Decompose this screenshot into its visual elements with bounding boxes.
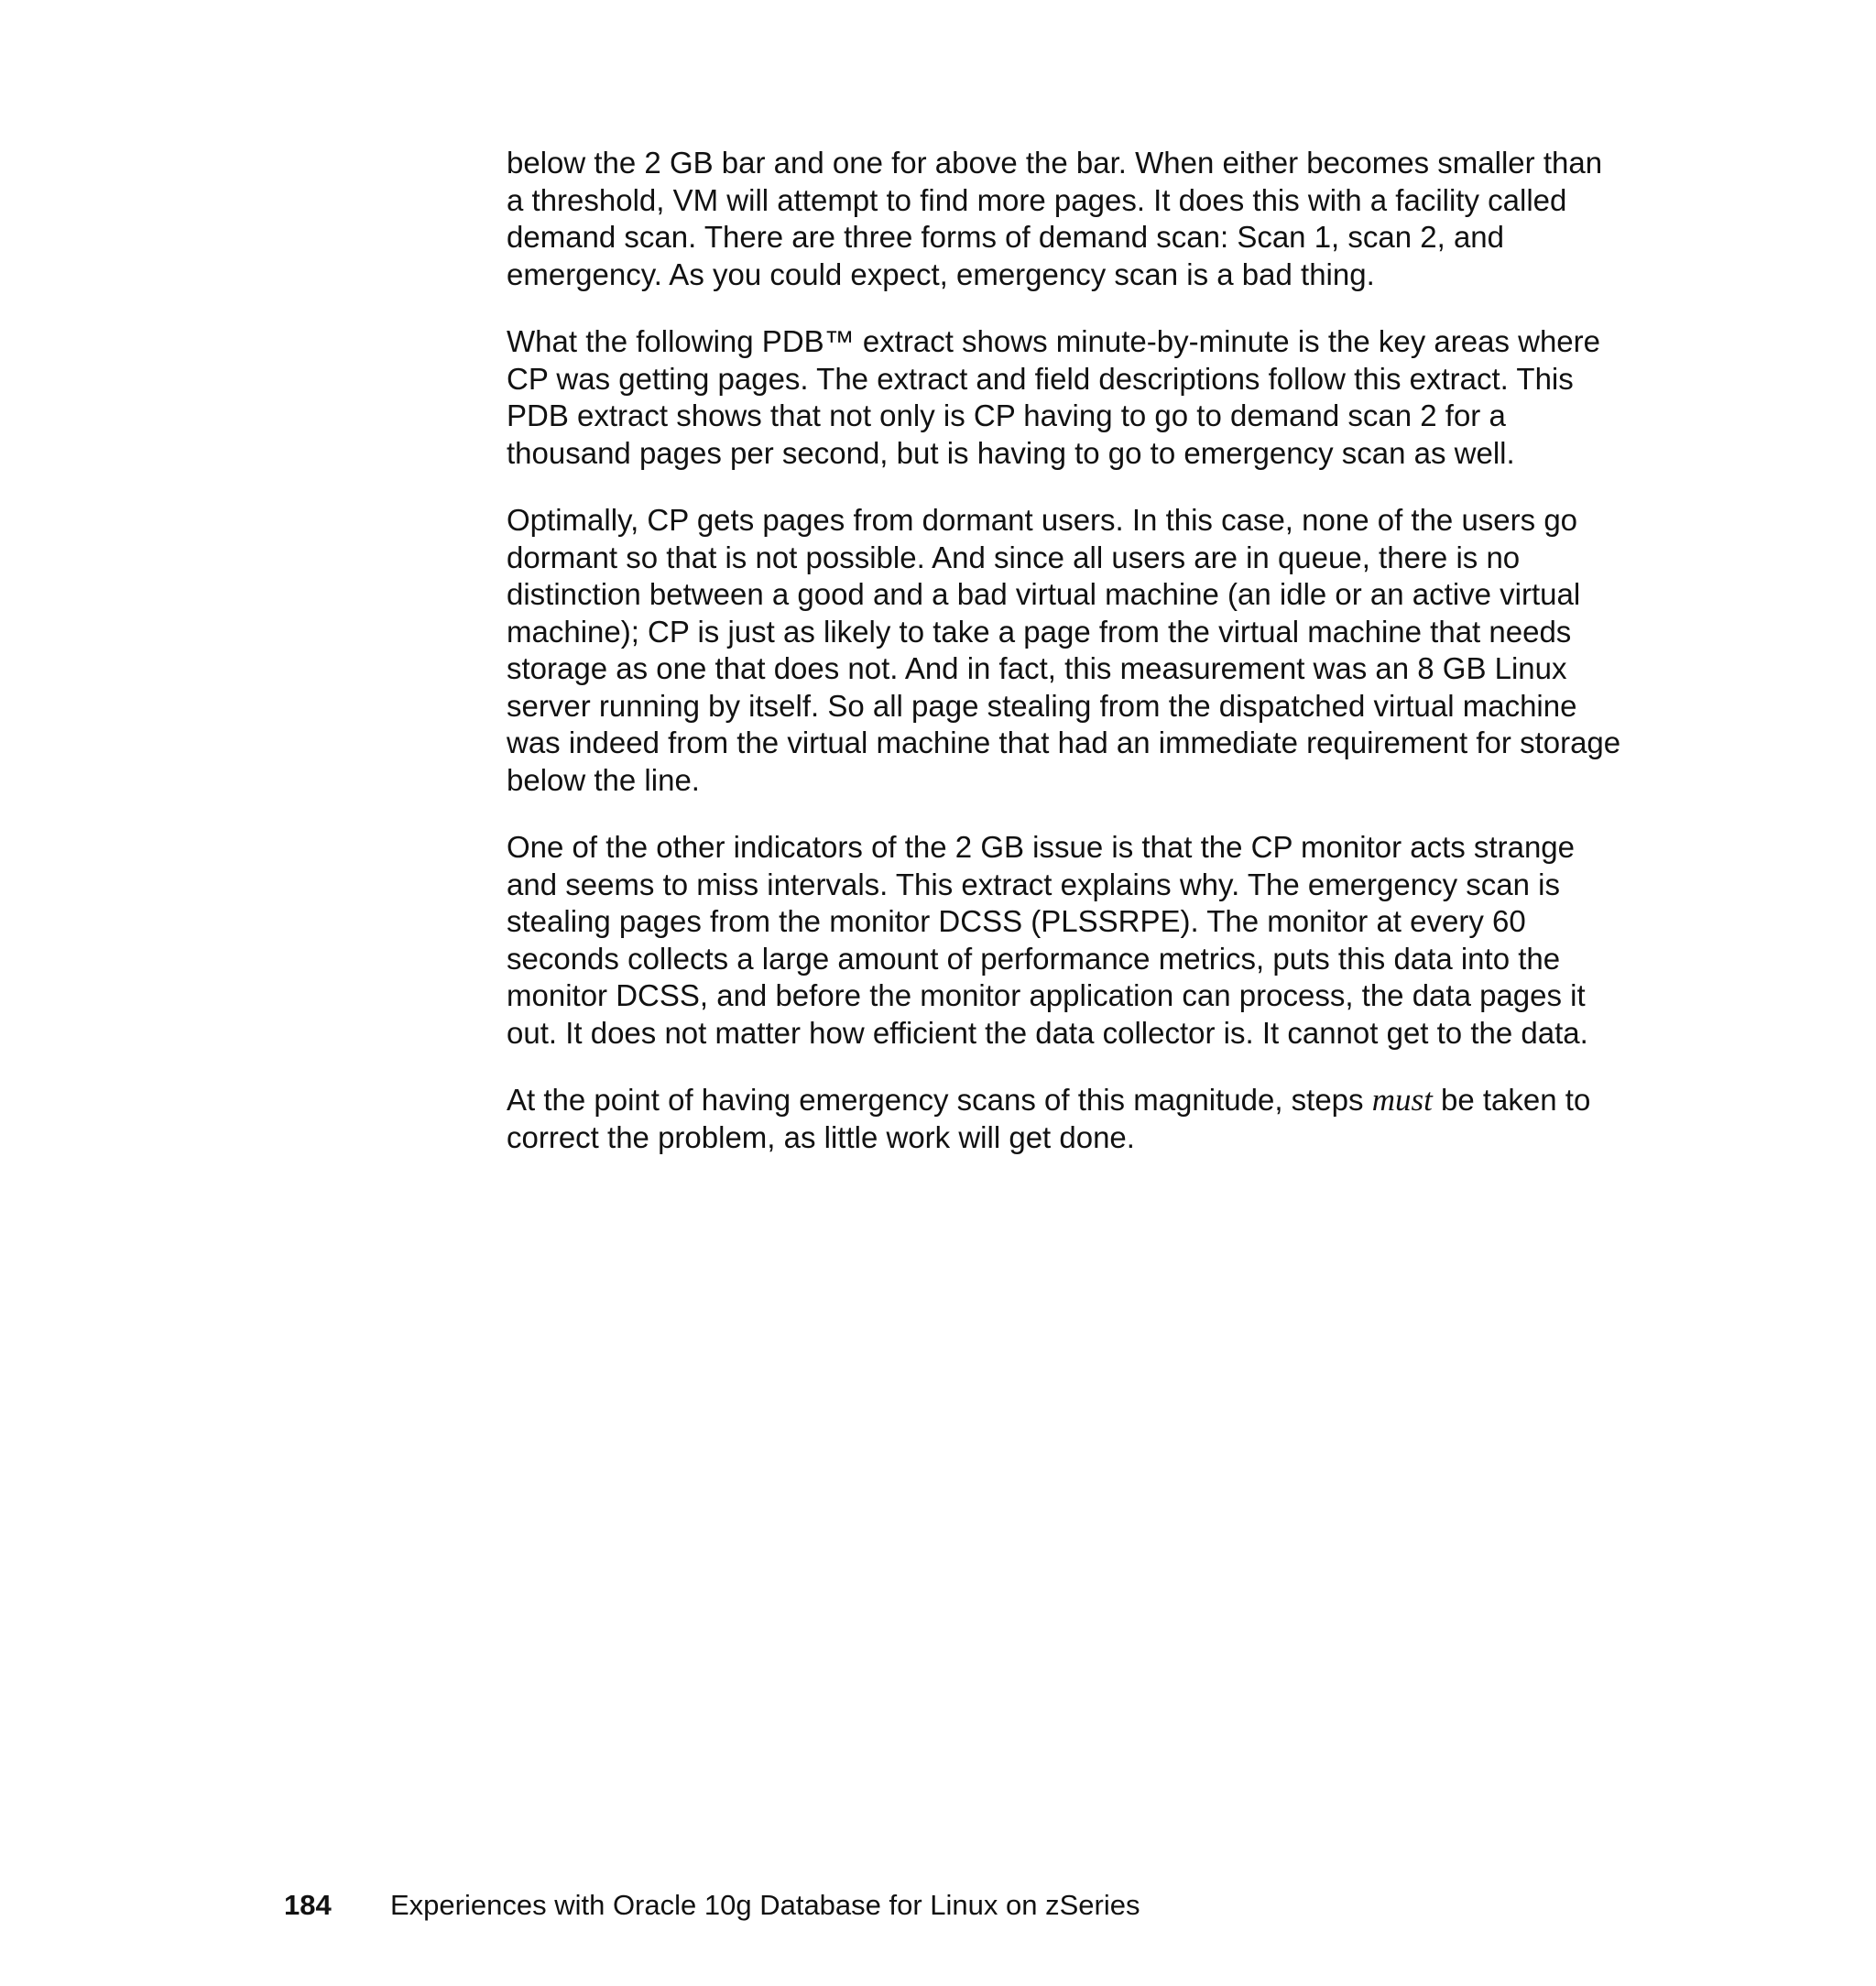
book-title: Experiences with Oracle 10g Database for Linux on zSeries xyxy=(390,1889,1140,1921)
conclusion-text-end: be taken to correct the problem, as little work will get done. xyxy=(507,1083,1591,1154)
emphasis-must: must xyxy=(1371,1082,1433,1118)
paragraph-pdb-extract: What the following PDB™ extract shows minute-by-minute is the key areas where CP was getting pages. The extract and field descriptions follow this extract. This PDB extract shows that not only is CP having to go to demand scan 2 for a thousand pages per second, but is having to go to emergency scan as well. xyxy=(507,324,1600,470)
paragraph-demand-scan: below the 2 GB bar and one for above the bar. When either becomes smaller than a threshold, VM will attempt to find more pages. It does this with a facility called demand scan. There are three forms of demand scan: Scan 1, scan 2, and emergency. As you could expect, emergency scan is a bad thing. xyxy=(507,146,1603,291)
main-content xyxy=(507,145,1624,1186)
page-number: 184 xyxy=(284,1889,332,1921)
page-footer xyxy=(284,1887,1140,1924)
paragraph-monitor-dcss: One of the other indicators of the 2 GB issue is that the CP monitor acts strange and seems to miss intervals. This extract explains why. The emergency scan is stealing pages from the monitor DCSS (PLSSRPE). The monitor at every 60 seconds collects a large amount of performance metrics, puts this data into the monitor DCSS, and before the monitor application can process, the data pages it out. It does not matter how efficient the data collector is. It cannot get to the data. xyxy=(507,830,1588,1050)
conclusion-text-start: At the point of having emergency scans of this magnitude, steps xyxy=(507,1083,1372,1117)
paragraph-conclusion xyxy=(507,1082,1624,1156)
paragraph-dormant-users: Optimally, CP gets pages from dormant users. In this case, none of the users go dormant so that is not possible. And since all users are in queue, there is no distinction between a good and a bad virtual machine (an idle or an active virtual machine); CP is just as likely to take a page from the virtual machine that needs storage as one that does not. And in fact, this measurement was an 8 GB Linux server running by itself. So all page stealing from the dispatched virtual machine was indeed from the virtual machine that had an immediate requirement for storage below the line. xyxy=(507,503,1621,797)
